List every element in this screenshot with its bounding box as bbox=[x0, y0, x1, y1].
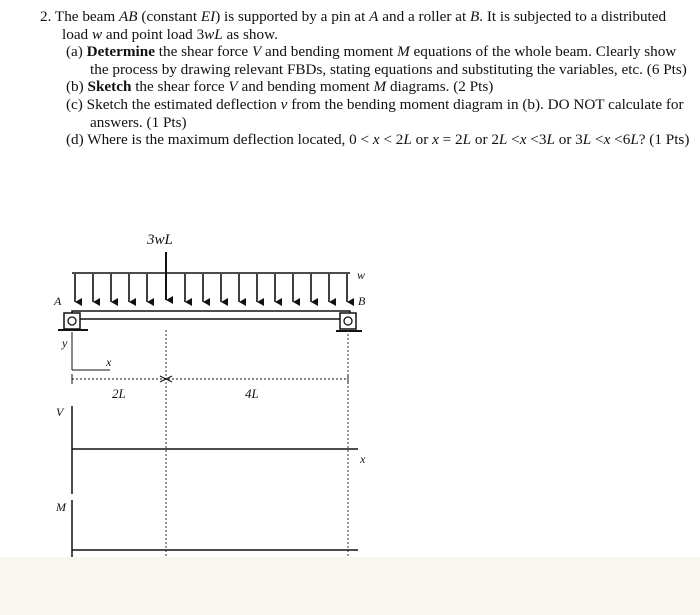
support-b-label: B bbox=[358, 294, 366, 308]
stem-text: The beam bbox=[54, 8, 120, 25]
part-text: = 2 bbox=[438, 131, 463, 149]
distributed-load-label: w bbox=[357, 268, 366, 282]
x-symbol: x bbox=[432, 131, 439, 149]
beam-name: AB bbox=[119, 8, 138, 25]
part-text: < 2 bbox=[379, 131, 404, 149]
part-text: or bbox=[411, 131, 433, 149]
part-keyword: Sketch bbox=[87, 78, 132, 96]
part-text: < bbox=[507, 131, 520, 149]
part-text: the shear force bbox=[154, 43, 252, 61]
l-symbol: L bbox=[630, 131, 639, 149]
part-text: Sketch the estimated deflection bbox=[82, 95, 281, 113]
point-b-symbol: B bbox=[469, 8, 480, 25]
deflection-symbol: v bbox=[280, 95, 288, 113]
stem-text: as show. bbox=[222, 25, 278, 43]
part-text: < bbox=[591, 131, 604, 149]
x-symbol: x bbox=[372, 131, 380, 149]
part-text: and bending moment bbox=[261, 43, 398, 61]
part-text: ? (1 Pts) bbox=[638, 131, 690, 149]
shear-x-label: x bbox=[360, 452, 366, 466]
point-load-label: 3wL bbox=[147, 232, 173, 248]
part-text: <6 bbox=[610, 131, 631, 149]
part-text: Where is the maximum deflection located, 0 < bbox=[83, 131, 373, 149]
problem-number: 2. bbox=[40, 8, 52, 25]
stiffness-symbol: EI bbox=[200, 8, 216, 25]
y-axis-label: y bbox=[62, 336, 68, 350]
stem-text: ) is supported by a pin at bbox=[215, 8, 370, 25]
l-symbol: L bbox=[582, 131, 592, 149]
part-text: from the bending moment diagram in (b). DO NOT calculate for answers. (1 Pts) bbox=[90, 95, 684, 131]
part-text: or 3 bbox=[554, 131, 583, 149]
moment-axis-label: M bbox=[56, 500, 66, 514]
moment-symbol: M bbox=[397, 43, 410, 61]
roller-support-b bbox=[336, 313, 362, 331]
point-load-symbol: wL bbox=[204, 25, 223, 43]
part-text: equations of the whole beam. Clearly show the process by drawing relevant FBDs, stating equations and substituting the variables, etc. (6 Pts) bbox=[90, 43, 687, 78]
stem-text: (constant bbox=[137, 8, 201, 25]
stem-text: . It is subjected to a distributed load bbox=[62, 8, 667, 43]
part-label: (c) bbox=[66, 95, 83, 113]
moment-symbol: M bbox=[373, 78, 387, 96]
span-right-label: 4L bbox=[245, 386, 259, 401]
stem-text: and point load 3 bbox=[102, 25, 205, 43]
part-text: and bending moment bbox=[237, 78, 374, 96]
l-symbol: L bbox=[462, 131, 472, 149]
l-symbol: L bbox=[498, 131, 508, 149]
x-axis-label: x bbox=[106, 355, 112, 369]
part-text: or 2 bbox=[471, 131, 499, 149]
page-footer-band bbox=[0, 557, 700, 615]
part-text: diagrams. (2 Pts) bbox=[386, 78, 494, 96]
part-label: (d) bbox=[66, 131, 84, 149]
x-symbol: x bbox=[603, 131, 611, 149]
support-a-label: A bbox=[54, 294, 62, 308]
part-text: the shear force bbox=[131, 78, 229, 96]
part-label: (b) bbox=[66, 78, 84, 96]
span-left-label: 2L bbox=[112, 386, 126, 401]
l-symbol: L bbox=[546, 131, 555, 149]
point-a-symbol: A bbox=[369, 8, 379, 25]
shear-symbol: V bbox=[228, 78, 238, 96]
distributed-load-arrows bbox=[75, 274, 347, 302]
x-symbol: x bbox=[519, 131, 527, 149]
load-symbol: w bbox=[91, 25, 103, 43]
l-symbol: L bbox=[403, 131, 412, 149]
shear-symbol: V bbox=[251, 43, 262, 61]
part-text: <3 bbox=[526, 131, 547, 149]
part-label: (a) bbox=[66, 43, 83, 61]
shear-axis-label: V bbox=[56, 405, 64, 419]
stem-text: and a roller at bbox=[378, 8, 470, 25]
part-keyword: Determine bbox=[86, 43, 155, 61]
beam bbox=[72, 311, 350, 319]
